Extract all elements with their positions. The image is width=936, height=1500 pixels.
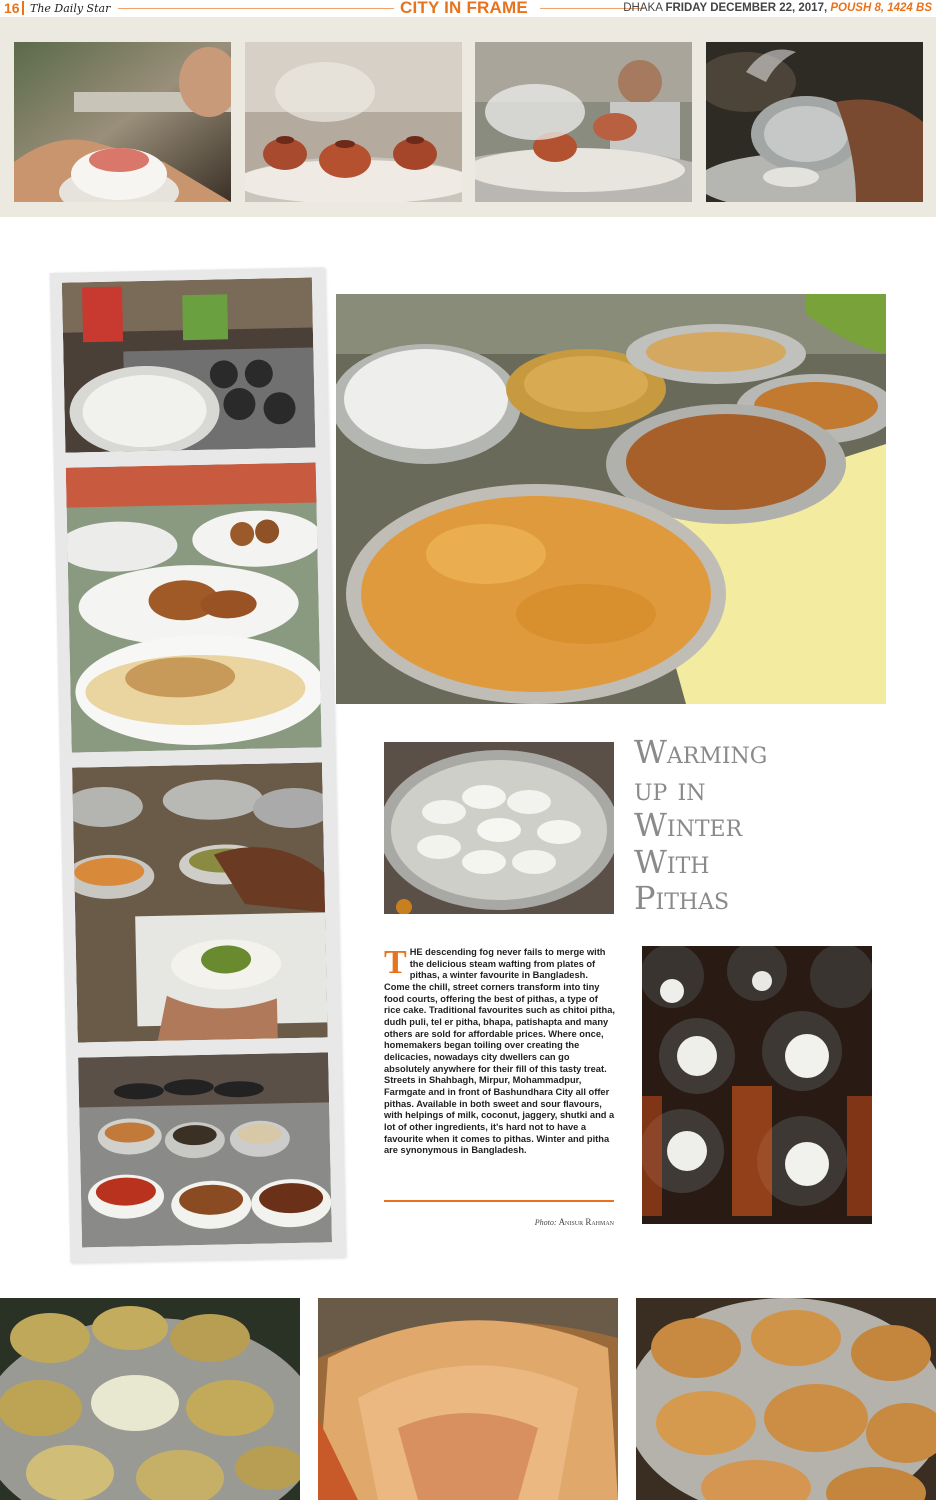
photo-bhapa-in-hand: [14, 42, 231, 202]
photo-steam-pitha-bowl: [706, 42, 923, 202]
photo-credit-name: Anisur Rahman: [558, 1217, 614, 1227]
article-end-rule: [384, 1200, 614, 1202]
film-strip: [50, 267, 346, 1263]
drop-cap: T: [384, 944, 407, 981]
photo-plated-pithas: [66, 462, 322, 752]
dateline-bangla: POUSH 8, 1424 BS: [830, 2, 932, 14]
photo-condiment-display: [78, 1052, 332, 1247]
dateline: [623, 0, 932, 17]
publication-logo: The Daily Star: [30, 2, 111, 15]
photo-clay-pots-steaming: [245, 42, 462, 202]
dateline-date: FRIDAY DECEMBER 22, 2017,: [665, 2, 828, 14]
header-divider: [22, 1, 24, 15]
headline-line-1: Warming: [634, 733, 768, 771]
masthead: [0, 0, 936, 17]
photo-crispy-patishapta: [318, 1298, 618, 1500]
photo-white-puli-pithas: [384, 742, 614, 914]
headline-line-3: Winter: [634, 806, 743, 844]
headline: [634, 734, 874, 917]
dateline-city: DHAKA: [623, 2, 663, 14]
photo-vendor-lifting-pot: [475, 42, 692, 202]
photo-credit: [384, 1217, 614, 1227]
photo-pitha-platters: [336, 294, 886, 704]
top-photo-strip: [0, 17, 936, 217]
headline-line-2: up in: [634, 769, 706, 808]
article-body: [384, 944, 616, 1157]
header-rule-left: [118, 8, 394, 9]
photo-griddle-stall: [62, 277, 316, 452]
section-title: CITY IN FRAME: [400, 0, 528, 17]
headline-line-4: With: [634, 842, 710, 881]
photo-credit-label: Photo:: [534, 1218, 557, 1227]
photo-flower-pithas: [636, 1298, 936, 1500]
article-body-text: HE descending fog never fails to merge with the delicious steam wafting from plates of pithas, a winter favourite in Bangladesh. Come the chill, street corners transform into tiny food courts, offering the best of pithas, a type of rice cake. Traditional favourites such as chitoi pitha, dudh puli, tel er pitha, bhapa, patishapta and many others are sold for affordable prices. Where once, homemakers began toiling over creating the delicacies, nowadays city dwellers can go absolutely anywhere for their fill of this tasty treat. Streets in Shahbagh, Mirpur, Mohammadpur, Farmgate and in front of Bashundhara City all offer pithas. Available in both sweet and sour flavours, with helpings of milk, coconut, jaggery, shutki and a lot of other ingredients, it's hard not to have a favourite when it comes to pithas. Winter and pitha are synonymous in Bangladesh.: [384, 947, 615, 1156]
photo-chutney-bowls: [72, 762, 328, 1042]
photo-clay-griddles: [642, 946, 872, 1224]
page-number: 16: [4, 0, 20, 16]
headline-line-5: Pithas: [634, 879, 730, 917]
photo-egg-pithas: [0, 1298, 300, 1500]
